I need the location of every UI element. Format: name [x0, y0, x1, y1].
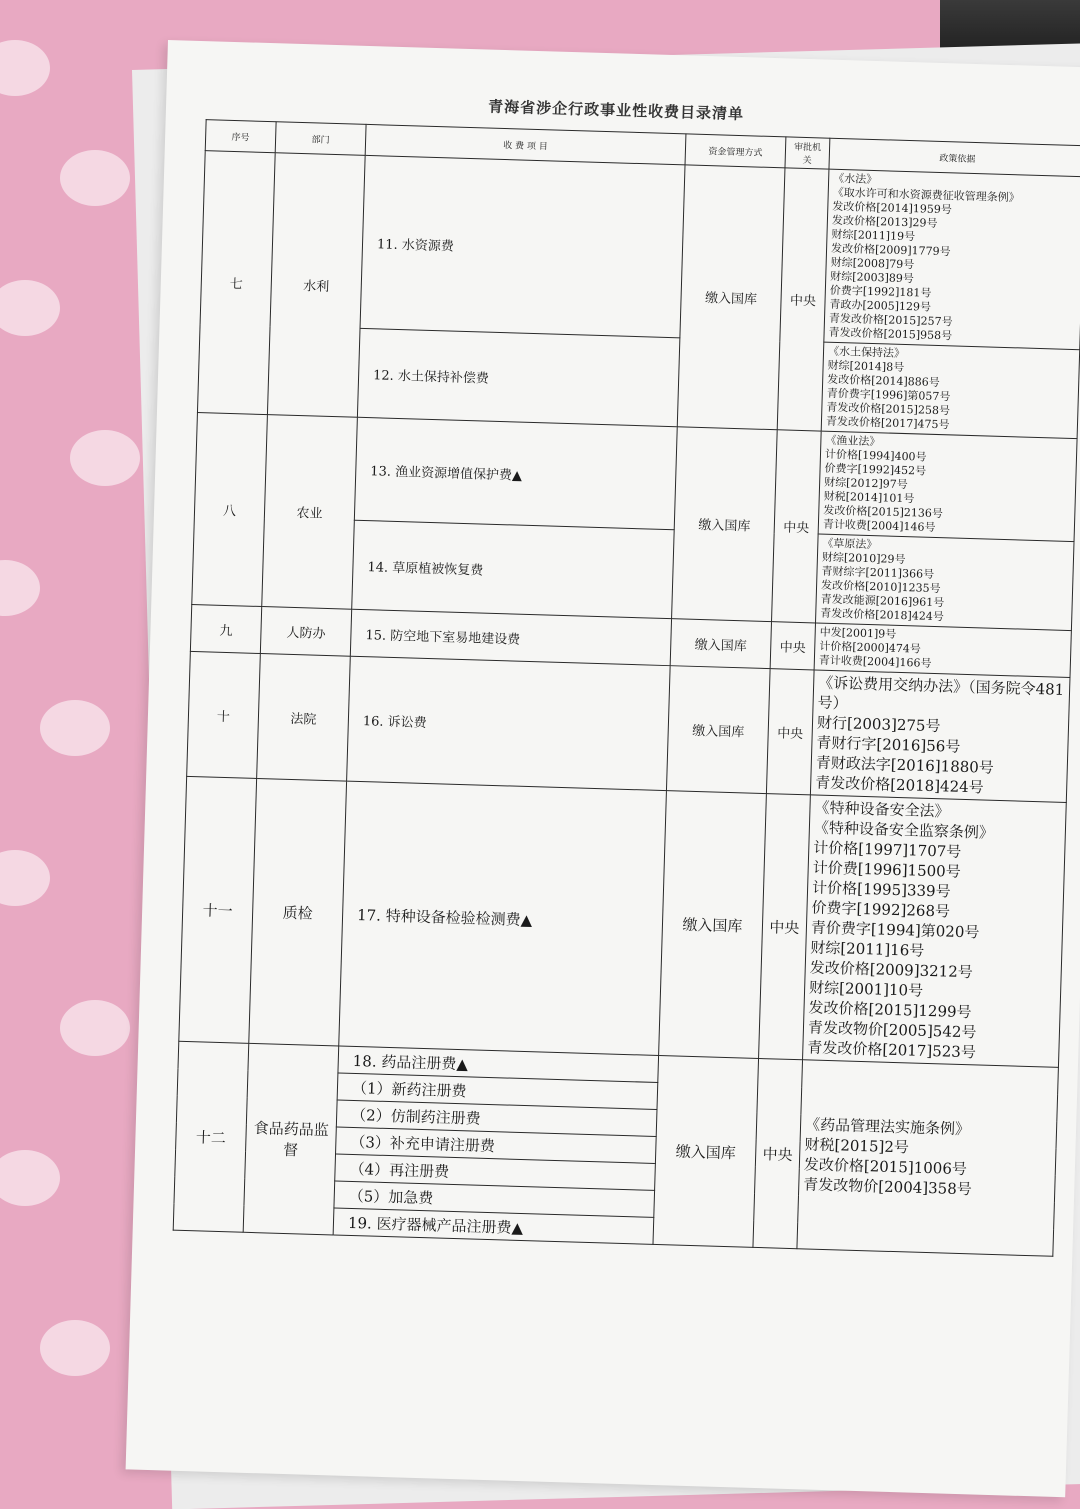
- row-item: 12. 水土保持补偿费: [357, 328, 679, 426]
- row-num: 七: [197, 151, 275, 415]
- row-dept: 农业: [262, 415, 358, 610]
- basis-line: 财综[2003]89号: [830, 269, 915, 286]
- row-auth: 中央: [770, 622, 815, 670]
- basis-line: 发改价格[2014]1959号: [832, 199, 953, 217]
- basis-line: 财税[2014]101号: [823, 489, 915, 506]
- row-basis: [797, 1060, 1058, 1257]
- header-item: 收 费 项 目: [365, 124, 686, 164]
- row-dept: 人防办: [260, 607, 351, 657]
- row-basis: [824, 169, 1080, 350]
- basis-line: 青财政法字[2016]1880号: [815, 753, 995, 777]
- row-item: 18. 药品注册费▲: [338, 1046, 659, 1082]
- row-num: 十一: [179, 776, 257, 1043]
- basis-line: 财综[2012]97号: [823, 475, 908, 492]
- document-page: [126, 40, 1080, 1497]
- basis-line: 《水法》: [832, 171, 878, 187]
- row-item: 15. 防空地下室易地建设费: [350, 609, 671, 665]
- basis-line: 计价费[1996]1500号: [812, 858, 961, 881]
- basis-line: 青财综字[2011]366号: [821, 564, 935, 581]
- basis-line: 青发改物价[2004]358号: [803, 1175, 973, 1199]
- basis-line: 发改价格[2013]29号: [831, 213, 938, 230]
- basis-line: 青发改价格[2015]257号: [828, 311, 953, 329]
- row-fund: 缴入国库: [666, 666, 770, 794]
- basis-line: 青发改价格[2015]258号: [826, 400, 951, 418]
- basis-line: 青发改价格[2018]424号: [820, 606, 945, 624]
- basis-line: 发改价格[2009]1779号: [830, 241, 951, 259]
- row-auth: 中央: [777, 168, 829, 431]
- row-auth: 中央: [759, 794, 811, 1060]
- table-row: [179, 776, 1066, 1067]
- row-basis: [821, 342, 1080, 439]
- row-basis: [810, 670, 1070, 803]
- row-item: （1）新药注册费: [337, 1073, 658, 1109]
- header-dept: 部门: [275, 122, 366, 156]
- row-item: （3）补充申请注册费: [336, 1127, 657, 1163]
- fabric-dot: [0, 850, 50, 906]
- row-dept: 食品药品监督: [243, 1043, 339, 1235]
- row-num: 九: [190, 604, 261, 653]
- basis-line: 青政办[2005]129号: [829, 297, 932, 314]
- row-num: 八: [192, 413, 268, 607]
- basis-line: 财综[2011]16号: [810, 938, 925, 960]
- header-num: 序号: [205, 120, 276, 153]
- basis-line: 财综[2001]10号: [808, 978, 924, 1000]
- row-auth: 中央: [766, 669, 814, 795]
- fabric-dot: [60, 1000, 130, 1056]
- basis-line: 发改价格[2015]1299号: [808, 998, 972, 1022]
- basis-line: 青财行字[2016]56号: [816, 733, 961, 756]
- basis-line: 青发改价格[2015]958号: [828, 325, 953, 343]
- basis-line: 青发改物价[2005]542号: [807, 1018, 977, 1042]
- fabric-dot: [70, 430, 140, 486]
- basis-line: 财综[2014]8号: [827, 358, 905, 374]
- basis-line: 计价格[1994]400号: [824, 447, 927, 464]
- fabric-dot: [60, 150, 130, 206]
- fabric-dot: [0, 560, 40, 616]
- row-item: 19. 医疗器械产品注册费▲: [333, 1208, 654, 1244]
- table-row: [200, 151, 1080, 350]
- basis-line: 计价格[1997]1707号: [813, 838, 962, 861]
- basis-line: 青价费字[1996]第057号: [826, 386, 951, 404]
- row-item: 14. 草原植被恢复费: [352, 520, 674, 618]
- basis-line: 财综[2008]79号: [830, 255, 915, 272]
- row-fund: 缴入国库: [659, 791, 767, 1059]
- fabric-dot: [0, 40, 50, 96]
- row-item: （2）仿制药注册费: [336, 1100, 657, 1136]
- basis-line: 财行[2003]275号: [816, 713, 941, 736]
- row-basis: [814, 623, 1071, 678]
- header-basis: 政策依据: [829, 138, 1080, 177]
- basis-line: 价费字[1992]452号: [824, 461, 927, 478]
- row-auth: 中央: [753, 1058, 803, 1248]
- basis-line: 青发改价格[2017]475号: [825, 414, 950, 432]
- row-item: 13. 渔业资源增值保护费▲: [354, 417, 677, 529]
- basis-line: 《诉讼费用交纳办法》（国务院令481号）: [817, 673, 1065, 713]
- basis-line: 青发改价格[2018]424号: [814, 773, 984, 797]
- basis-line: 青计收费[2004]146号: [822, 517, 936, 534]
- basis-line: 发改价格[2015]2136号: [823, 503, 944, 521]
- fabric-dot: [0, 280, 60, 336]
- basis-line: 发改价格[2014]886号: [827, 372, 940, 390]
- basis-line: 价费字[1992]181号: [829, 283, 932, 300]
- row-dept: 法院: [257, 654, 351, 782]
- row-fund: 缴入国库: [670, 619, 771, 669]
- basis-line: 发改价格[2015]1006号: [803, 1155, 968, 1179]
- basis-line: 价费字[1992]268号: [811, 898, 951, 921]
- basis-line: 《特种设备安全监察条例》: [813, 818, 995, 842]
- row-auth: 中央: [772, 430, 822, 623]
- row-item: 11. 水资源费: [360, 155, 685, 337]
- basis-line: 《特种设备安全法》: [814, 798, 950, 821]
- basis-line: 财税[2015]2号: [804, 1135, 910, 1157]
- row-num: 十二: [173, 1041, 249, 1232]
- row-dept: 水利: [267, 153, 365, 418]
- row-basis: [803, 795, 1067, 1067]
- basis-line: 青计收费[2004]166号: [818, 653, 932, 670]
- row-num: 十: [187, 651, 261, 778]
- page-title: 青海省涉企行政事业性收费目录清单: [487, 97, 745, 124]
- fee-table: [173, 119, 1080, 1257]
- basis-line: 财综[2011]19号: [831, 227, 916, 244]
- fabric-dot: [40, 1320, 110, 1376]
- basis-line: 青发改能源[2016]961号: [820, 592, 945, 610]
- header-auth: 审批机关: [785, 137, 830, 169]
- basis-line: 财综[2010]29号: [821, 550, 906, 567]
- row-basis: [815, 534, 1074, 631]
- basis-line: 《水土保持法》: [827, 344, 906, 360]
- row-fund: 缴入国库: [653, 1056, 759, 1248]
- fabric-dot: [40, 700, 110, 756]
- basis-line: 《药品管理法实施条例》: [804, 1115, 971, 1139]
- row-item: （5）加急费: [334, 1181, 655, 1217]
- row-basis: [818, 431, 1077, 542]
- basis-line: 发改价格[2010]1235号: [820, 578, 941, 596]
- fabric-dot: [0, 1150, 60, 1206]
- basis-line: 青价费字[1994]第020号: [810, 918, 980, 942]
- basis-line: 《取水许可和水资源费征收管理条例》: [832, 185, 1020, 205]
- row-item: 16. 诉讼费: [347, 656, 671, 790]
- row-fund: 缴入国库: [677, 165, 785, 430]
- row-item: （4）再注册费: [335, 1154, 656, 1190]
- basis-line: 《渔业法》: [825, 433, 881, 449]
- basis-line: 计价格[1995]339号: [811, 878, 951, 901]
- basis-line: 发改价格[2009]3212号: [809, 958, 974, 982]
- basis-line: 中发[2001]9号: [819, 625, 897, 641]
- basis-line: 青发改价格[2017]523号: [807, 1038, 977, 1062]
- row-item: 17. 特种设备检验检测费▲: [339, 781, 667, 1055]
- row-dept: 质检: [249, 778, 347, 1046]
- header-fund: 资金管理方式: [685, 134, 786, 168]
- basis-line: 《草原法》: [822, 536, 878, 552]
- row-fund: 缴入国库: [672, 427, 778, 622]
- basis-line: 计价格[2000]474号: [819, 639, 922, 656]
